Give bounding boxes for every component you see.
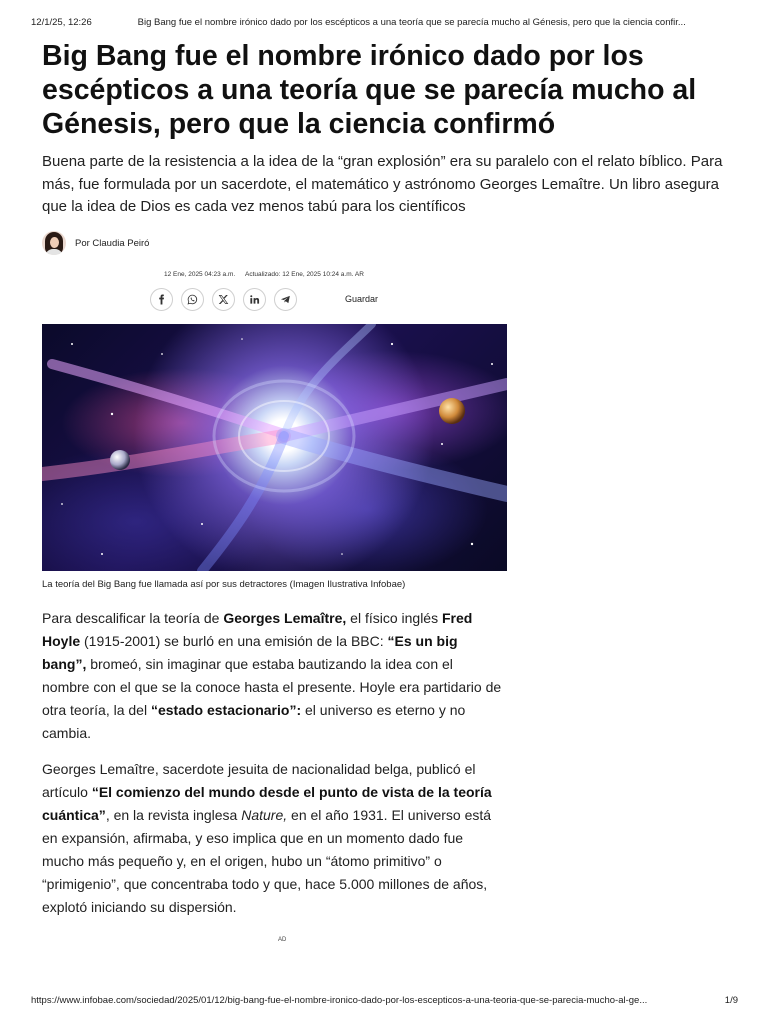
x-icon bbox=[218, 294, 229, 305]
image-caption: La teoría del Big Bang fue llamada así por sus detractores (Imagen Ilustrativa Infobae) bbox=[42, 579, 406, 590]
print-doc-title: Big Bang fue el nombre irónico dado por los escépticos a una teoría que se parecía mucho al Génesis, pero que la ciencia confir... bbox=[137, 17, 686, 28]
share-telegram-button[interactable] bbox=[274, 288, 297, 311]
facebook-icon bbox=[156, 294, 167, 305]
bold-article-title: “El comienzo del mundo desde el punto de vista de la teoría cuántica” bbox=[42, 784, 492, 823]
updated-date: Actualizado: 12 Ene, 2025 10:24 a.m. AR bbox=[245, 271, 364, 278]
article-headline: Big Bang fue el nombre irónico dado por los escépticos a una teoría que se parecía mucho al Génesis, pero que la ciencia confirmó bbox=[42, 40, 697, 140]
bold-georges-lemaitre: Georges Lemaître, bbox=[223, 610, 347, 626]
share-facebook-button[interactable] bbox=[150, 288, 173, 311]
whatsapp-icon bbox=[187, 294, 198, 305]
print-footer bbox=[31, 995, 738, 1006]
article-subtitle: Buena parte de la resistencia a la idea de la “gran explosión” era su paralelo con el relato bíblico. Para más, fue formulada por un sacerdote, el matemático y astrónomo Georges Lemaître. Un libro asegura que la idea de Dios es cada vez menos tabú para los científicos bbox=[42, 153, 723, 215]
article-dates bbox=[164, 271, 364, 278]
hero-image bbox=[42, 324, 507, 571]
linkedin-icon bbox=[249, 294, 260, 305]
telegram-icon bbox=[280, 294, 291, 305]
big-bang-illustration bbox=[42, 324, 507, 571]
bold-big-bang-quote: “Es un big bang”, bbox=[42, 633, 458, 672]
print-datetime: 12/1/25, 12:26 bbox=[31, 17, 92, 28]
print-header bbox=[31, 17, 738, 28]
author-avatar[interactable] bbox=[42, 231, 66, 255]
page-number: 1/9 bbox=[724, 995, 738, 1006]
byline bbox=[42, 231, 149, 255]
italic-nature: Nature, bbox=[241, 807, 288, 823]
save-button[interactable]: Guardar bbox=[345, 294, 379, 304]
page-url[interactable]: https://www.infobae.com/sociedad/2025/01/12/big-bang-fue-el-nombre-ironico-dado-por-los-escepticos-a-una-teoria-que-se-parecia-mucho-al-ge... bbox=[31, 995, 648, 1006]
ad-label: AD bbox=[278, 937, 287, 943]
published-date: 12 Ene, 2025 04:23 a.m. bbox=[164, 271, 236, 278]
paragraph-2: Georges Lemaître, sacerdote jesuita de nacionalidad belga, publicó el artículo “El comienzo del mundo desde el punto de vista de la teoría cuántica”, en la revista inglesa Nature, en el año 1931. El universo está en expansión, afirmaba, y eso implica que en un momento dado fue mucho más pequeño y, en el origen, hubo un “átomo primitivo” o “primigenio”, que concentraba todo y que, hace 5.000 millones de años, explotó iniciando su dispersión. bbox=[42, 761, 492, 915]
paragraph-1: Para descalificar la teoría de Georges Lemaître, el físico inglés Fred Hoyle (1915-2001) se burló en una emisión de la BBC: “Es un big bang”, bromeó, sin imaginar que estaba bautizando la idea con el nombre con el que se la conoce hasta el presente. Hoyle era partidario de otra teoría, la del “estado estacionario”: el universo es eterno y no cambia. bbox=[42, 610, 502, 741]
share-x-button[interactable] bbox=[212, 288, 235, 311]
bold-estado-estacionario: “estado estacionario”: bbox=[150, 702, 302, 718]
author-name[interactable]: Por Claudia Peiró bbox=[75, 237, 150, 249]
bold-fred-hoyle: Fred Hoyle bbox=[42, 610, 473, 649]
share-bar bbox=[150, 288, 305, 311]
share-whatsapp-button[interactable] bbox=[181, 288, 204, 311]
share-linkedin-button[interactable] bbox=[243, 288, 266, 311]
